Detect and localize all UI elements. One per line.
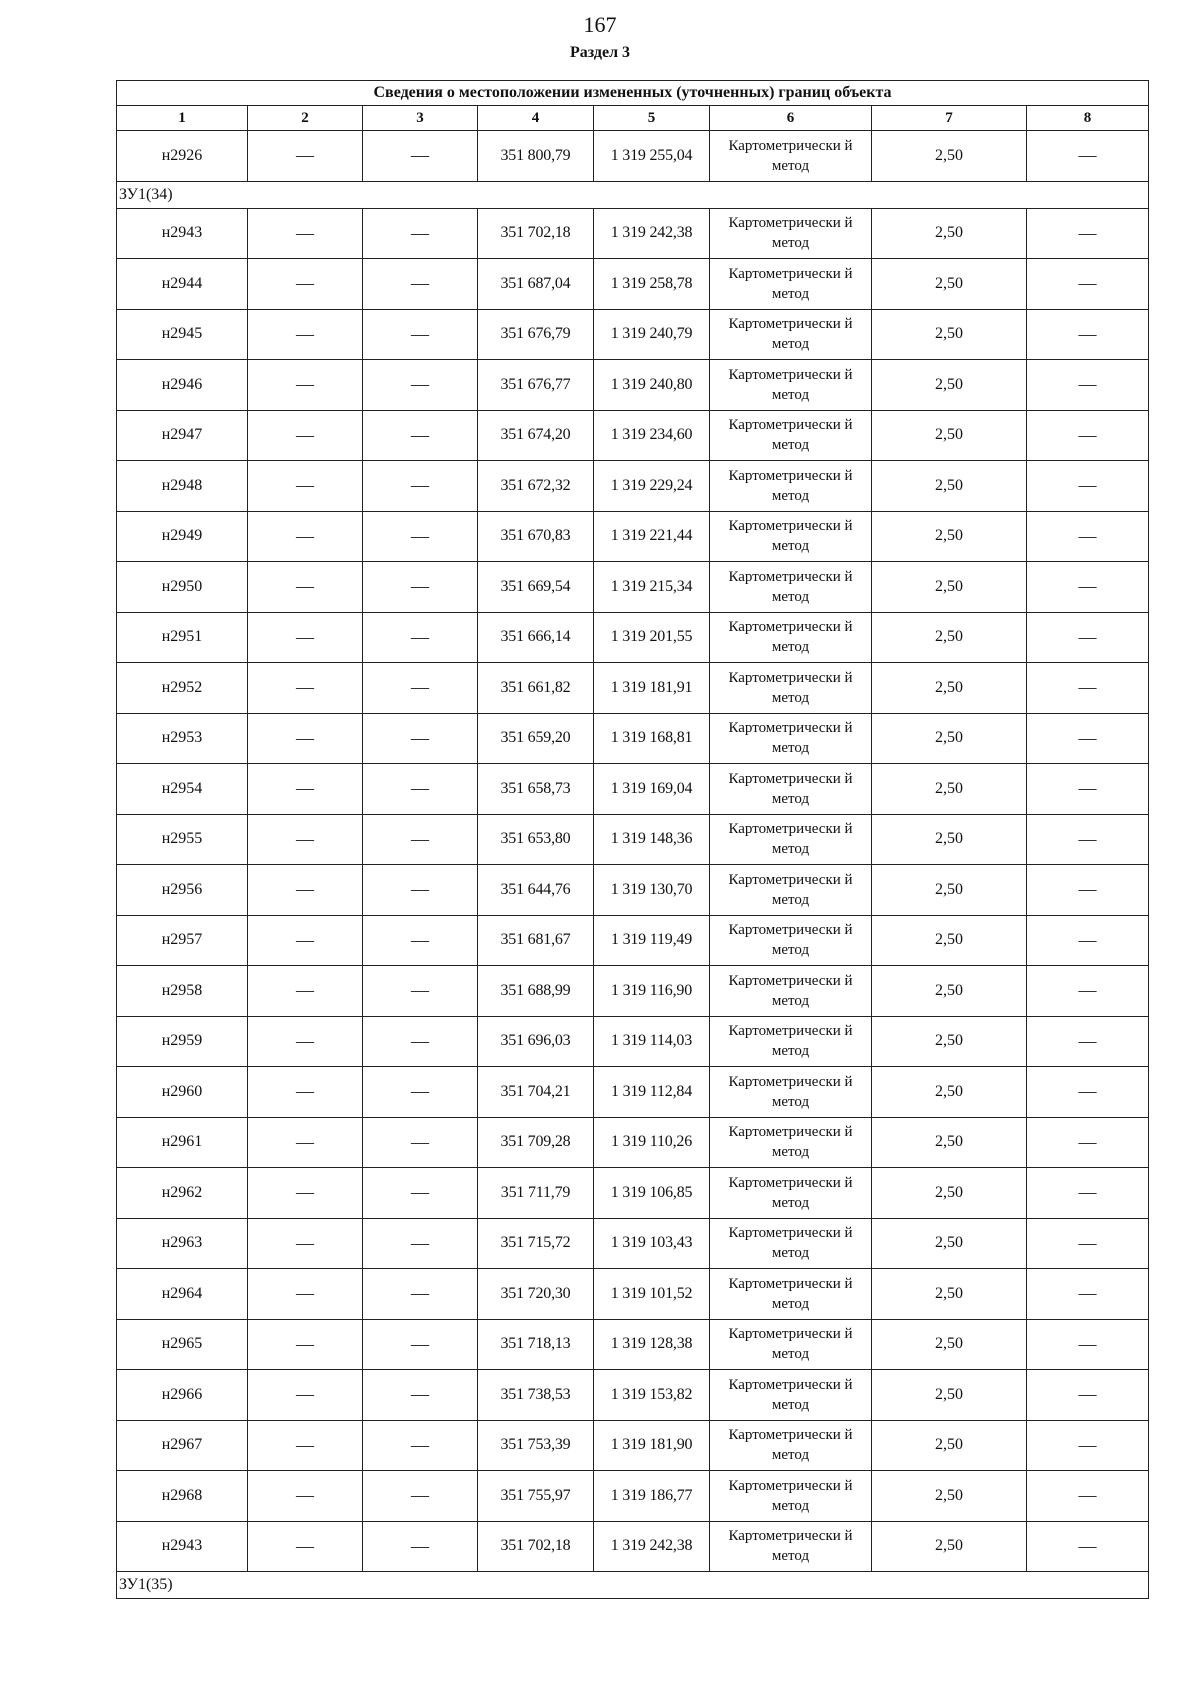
dash-cell: — xyxy=(248,1319,363,1370)
dash-cell: — xyxy=(363,1420,478,1471)
dash-cell: — xyxy=(363,1269,478,1320)
dash-cell: — xyxy=(363,562,478,613)
dash-cell: — xyxy=(1027,966,1149,1017)
method-cell: Картометрически й метод xyxy=(710,1269,872,1320)
table-row xyxy=(117,915,1149,966)
table-body xyxy=(117,131,1149,1599)
dash-cell: — xyxy=(363,663,478,714)
dash-cell: — xyxy=(363,461,478,512)
table-row xyxy=(117,1168,1149,1219)
x-coordinate-cell: 351 696,03 xyxy=(478,1016,594,1067)
x-coordinate-cell: 351 644,76 xyxy=(478,865,594,916)
x-coordinate-cell: 351 738,53 xyxy=(478,1370,594,1421)
table-row xyxy=(117,663,1149,714)
point-name-cell: н2968 xyxy=(117,1471,248,1522)
point-name-cell: н2960 xyxy=(117,1067,248,1118)
accuracy-cell: 2,50 xyxy=(872,1269,1027,1320)
accuracy-cell: 2,50 xyxy=(872,208,1027,259)
y-coordinate-cell: 1 319 169,04 xyxy=(594,764,710,815)
accuracy-cell: 2,50 xyxy=(872,131,1027,182)
column-number: 2 xyxy=(248,106,363,131)
x-coordinate-cell: 351 702,18 xyxy=(478,1521,594,1572)
dash-cell: — xyxy=(248,1168,363,1219)
accuracy-cell: 2,50 xyxy=(872,713,1027,764)
dash-cell: — xyxy=(363,713,478,764)
x-coordinate-cell: 351 688,99 xyxy=(478,966,594,1017)
dash-cell: — xyxy=(363,1168,478,1219)
group-row xyxy=(117,181,1149,208)
y-coordinate-cell: 1 319 221,44 xyxy=(594,511,710,562)
table-row xyxy=(117,966,1149,1017)
accuracy-cell: 2,50 xyxy=(872,1471,1027,1522)
column-number: 5 xyxy=(594,106,710,131)
y-coordinate-cell: 1 319 114,03 xyxy=(594,1016,710,1067)
dash-cell: — xyxy=(363,612,478,663)
y-coordinate-cell: 1 319 201,55 xyxy=(594,612,710,663)
point-name-cell: н2961 xyxy=(117,1117,248,1168)
dash-cell: — xyxy=(363,915,478,966)
method-cell: Картометрически й метод xyxy=(710,259,872,310)
point-name-cell: н2953 xyxy=(117,713,248,764)
y-coordinate-cell: 1 319 103,43 xyxy=(594,1218,710,1269)
dash-cell: — xyxy=(363,764,478,815)
dash-cell: — xyxy=(248,1370,363,1421)
accuracy-cell: 2,50 xyxy=(872,966,1027,1017)
accuracy-cell: 2,50 xyxy=(872,410,1027,461)
point-name-cell: н2962 xyxy=(117,1168,248,1219)
table-row xyxy=(117,309,1149,360)
y-coordinate-cell: 1 319 110,26 xyxy=(594,1117,710,1168)
x-coordinate-cell: 351 658,73 xyxy=(478,764,594,815)
dash-cell: — xyxy=(363,410,478,461)
dash-cell: — xyxy=(248,1117,363,1168)
dash-cell: — xyxy=(1027,1016,1149,1067)
dash-cell: — xyxy=(1027,915,1149,966)
method-cell: Картометрически й метод xyxy=(710,410,872,461)
table-row xyxy=(117,410,1149,461)
table-row xyxy=(117,131,1149,182)
dash-cell: — xyxy=(1027,1420,1149,1471)
dash-cell: — xyxy=(1027,1521,1149,1572)
dash-cell: — xyxy=(248,259,363,310)
accuracy-cell: 2,50 xyxy=(872,259,1027,310)
y-coordinate-cell: 1 319 258,78 xyxy=(594,259,710,310)
point-name-cell: н2944 xyxy=(117,259,248,310)
dash-cell: — xyxy=(248,814,363,865)
method-cell: Картометрически й метод xyxy=(710,1067,872,1118)
dash-cell: — xyxy=(248,1420,363,1471)
x-coordinate-cell: 351 681,67 xyxy=(478,915,594,966)
table-row xyxy=(117,1117,1149,1168)
y-coordinate-cell: 1 319 106,85 xyxy=(594,1168,710,1219)
column-number: 1 xyxy=(117,106,248,131)
dash-cell: — xyxy=(363,1319,478,1370)
table-row xyxy=(117,865,1149,916)
dash-cell: — xyxy=(1027,1067,1149,1118)
dash-cell: — xyxy=(248,562,363,613)
dash-cell: — xyxy=(363,208,478,259)
table-row xyxy=(117,360,1149,411)
dash-cell: — xyxy=(248,410,363,461)
dash-cell: — xyxy=(248,612,363,663)
x-coordinate-cell: 351 687,04 xyxy=(478,259,594,310)
method-cell: Картометрически й метод xyxy=(710,865,872,916)
accuracy-cell: 2,50 xyxy=(872,461,1027,512)
y-coordinate-cell: 1 319 181,90 xyxy=(594,1420,710,1471)
x-coordinate-cell: 351 709,28 xyxy=(478,1117,594,1168)
dash-cell: — xyxy=(363,1218,478,1269)
point-name-cell: н2955 xyxy=(117,814,248,865)
dash-cell: — xyxy=(248,1521,363,1572)
dash-cell: — xyxy=(1027,360,1149,411)
method-cell: Картометрически й метод xyxy=(710,1521,872,1572)
column-number: 4 xyxy=(478,106,594,131)
dash-cell: — xyxy=(1027,309,1149,360)
accuracy-cell: 2,50 xyxy=(872,360,1027,411)
dash-cell: — xyxy=(363,1117,478,1168)
dash-cell: — xyxy=(363,259,478,310)
dash-cell: — xyxy=(363,1016,478,1067)
y-coordinate-cell: 1 319 168,81 xyxy=(594,713,710,764)
table-row xyxy=(117,713,1149,764)
y-coordinate-cell: 1 319 242,38 xyxy=(594,1521,710,1572)
dash-cell: — xyxy=(248,713,363,764)
point-name-cell: н2950 xyxy=(117,562,248,613)
point-name-cell: н2947 xyxy=(117,410,248,461)
dash-cell: — xyxy=(1027,461,1149,512)
dash-cell: — xyxy=(1027,764,1149,815)
point-name-cell: н2951 xyxy=(117,612,248,663)
accuracy-cell: 2,50 xyxy=(872,764,1027,815)
accuracy-cell: 2,50 xyxy=(872,612,1027,663)
y-coordinate-cell: 1 319 181,91 xyxy=(594,663,710,714)
point-name-cell: н2967 xyxy=(117,1420,248,1471)
accuracy-cell: 2,50 xyxy=(872,1117,1027,1168)
point-name-cell: н2956 xyxy=(117,865,248,916)
dash-cell: — xyxy=(363,1521,478,1572)
method-cell: Картометрически й метод xyxy=(710,915,872,966)
y-coordinate-cell: 1 319 215,34 xyxy=(594,562,710,613)
dash-cell: — xyxy=(248,461,363,512)
accuracy-cell: 2,50 xyxy=(872,1168,1027,1219)
accuracy-cell: 2,50 xyxy=(872,1370,1027,1421)
boundary-coordinates-table xyxy=(116,80,1149,1599)
dash-cell: — xyxy=(363,1067,478,1118)
dash-cell: — xyxy=(248,915,363,966)
y-coordinate-cell: 1 319 112,84 xyxy=(594,1067,710,1118)
x-coordinate-cell: 351 676,79 xyxy=(478,309,594,360)
column-number: 6 xyxy=(710,106,872,131)
dash-cell: — xyxy=(248,865,363,916)
group-label: ЗУ1(35) xyxy=(117,1572,1149,1599)
x-coordinate-cell: 351 800,79 xyxy=(478,131,594,182)
method-cell: Картометрически й метод xyxy=(710,966,872,1017)
dash-cell: — xyxy=(248,511,363,562)
group-label: ЗУ1(34) xyxy=(117,181,1149,208)
accuracy-cell: 2,50 xyxy=(872,865,1027,916)
point-name-cell: н2963 xyxy=(117,1218,248,1269)
method-cell: Картометрически й метод xyxy=(710,1319,872,1370)
accuracy-cell: 2,50 xyxy=(872,1420,1027,1471)
x-coordinate-cell: 351 676,77 xyxy=(478,360,594,411)
accuracy-cell: 2,50 xyxy=(872,562,1027,613)
accuracy-cell: 2,50 xyxy=(872,814,1027,865)
table-row xyxy=(117,511,1149,562)
point-name-cell: н2954 xyxy=(117,764,248,815)
x-coordinate-cell: 351 653,80 xyxy=(478,814,594,865)
table-caption: Сведения о местоположении измененных (уточненных) границ объекта xyxy=(117,81,1149,106)
dash-cell: — xyxy=(363,814,478,865)
dash-cell: — xyxy=(363,360,478,411)
method-cell: Картометрически й метод xyxy=(710,131,872,182)
dash-cell: — xyxy=(363,131,478,182)
accuracy-cell: 2,50 xyxy=(872,1016,1027,1067)
point-name-cell: н2943 xyxy=(117,208,248,259)
method-cell: Картометрически й метод xyxy=(710,1471,872,1522)
point-name-cell: н2945 xyxy=(117,309,248,360)
group-row xyxy=(117,1572,1149,1599)
dash-cell: — xyxy=(1027,208,1149,259)
table-row xyxy=(117,1067,1149,1118)
dash-cell: — xyxy=(363,309,478,360)
column-number: 7 xyxy=(872,106,1027,131)
point-name-cell: н2949 xyxy=(117,511,248,562)
dash-cell: — xyxy=(1027,663,1149,714)
table-row xyxy=(117,1319,1149,1370)
table-row xyxy=(117,1269,1149,1320)
point-name-cell: н2958 xyxy=(117,966,248,1017)
method-cell: Картометрически й метод xyxy=(710,612,872,663)
x-coordinate-cell: 351 704,21 xyxy=(478,1067,594,1118)
method-cell: Картометрически й метод xyxy=(710,1218,872,1269)
x-coordinate-cell: 351 702,18 xyxy=(478,208,594,259)
dash-cell: — xyxy=(248,1016,363,1067)
x-coordinate-cell: 351 659,20 xyxy=(478,713,594,764)
x-coordinate-cell: 351 666,14 xyxy=(478,612,594,663)
dash-cell: — xyxy=(1027,259,1149,310)
dash-cell: — xyxy=(248,131,363,182)
y-coordinate-cell: 1 319 153,82 xyxy=(594,1370,710,1421)
dash-cell: — xyxy=(248,663,363,714)
y-coordinate-cell: 1 319 240,80 xyxy=(594,360,710,411)
method-cell: Картометрически й метод xyxy=(710,1420,872,1471)
accuracy-cell: 2,50 xyxy=(872,915,1027,966)
column-number: 8 xyxy=(1027,106,1149,131)
accuracy-cell: 2,50 xyxy=(872,309,1027,360)
dash-cell: — xyxy=(1027,1319,1149,1370)
table-row xyxy=(117,764,1149,815)
dash-cell: — xyxy=(1027,131,1149,182)
table-row xyxy=(117,1218,1149,1269)
dash-cell: — xyxy=(1027,612,1149,663)
x-coordinate-cell: 351 753,39 xyxy=(478,1420,594,1471)
x-coordinate-cell: 351 672,32 xyxy=(478,461,594,512)
y-coordinate-cell: 1 319 240,79 xyxy=(594,309,710,360)
dash-cell: — xyxy=(1027,713,1149,764)
dash-cell: — xyxy=(363,511,478,562)
x-coordinate-cell: 351 669,54 xyxy=(478,562,594,613)
dash-cell: — xyxy=(1027,865,1149,916)
method-cell: Картометрически й метод xyxy=(710,764,872,815)
dash-cell: — xyxy=(1027,562,1149,613)
dash-cell: — xyxy=(1027,1370,1149,1421)
method-cell: Картометрически й метод xyxy=(710,562,872,613)
dash-cell: — xyxy=(1027,1269,1149,1320)
y-coordinate-cell: 1 319 148,36 xyxy=(594,814,710,865)
y-coordinate-cell: 1 319 186,77 xyxy=(594,1471,710,1522)
column-number: 3 xyxy=(363,106,478,131)
accuracy-cell: 2,50 xyxy=(872,1521,1027,1572)
dash-cell: — xyxy=(1027,1471,1149,1522)
accuracy-cell: 2,50 xyxy=(872,511,1027,562)
y-coordinate-cell: 1 319 128,38 xyxy=(594,1319,710,1370)
dash-cell: — xyxy=(363,865,478,916)
x-coordinate-cell: 351 711,79 xyxy=(478,1168,594,1219)
x-coordinate-cell: 351 715,72 xyxy=(478,1218,594,1269)
method-cell: Картометрически й метод xyxy=(710,1370,872,1421)
section-title: Раздел 3 xyxy=(569,44,631,61)
method-cell: Картометрически й метод xyxy=(710,1168,872,1219)
method-cell: Картометрически й метод xyxy=(710,1016,872,1067)
method-cell: Картометрически й метод xyxy=(710,663,872,714)
table-row xyxy=(117,1420,1149,1471)
point-name-cell: н2943 xyxy=(117,1521,248,1572)
table-row xyxy=(117,814,1149,865)
y-coordinate-cell: 1 319 255,04 xyxy=(594,131,710,182)
dash-cell: — xyxy=(1027,814,1149,865)
table-row xyxy=(117,612,1149,663)
dash-cell: — xyxy=(248,1218,363,1269)
dash-cell: — xyxy=(248,208,363,259)
x-coordinate-cell: 351 718,13 xyxy=(478,1319,594,1370)
point-name-cell: н2957 xyxy=(117,915,248,966)
dash-cell: — xyxy=(1027,511,1149,562)
accuracy-cell: 2,50 xyxy=(872,663,1027,714)
method-cell: Картометрически й метод xyxy=(710,461,872,512)
method-cell: Картометрически й метод xyxy=(710,360,872,411)
table-row xyxy=(117,1521,1149,1572)
point-name-cell: н2959 xyxy=(117,1016,248,1067)
dash-cell: — xyxy=(248,1471,363,1522)
point-name-cell: н2964 xyxy=(117,1269,248,1320)
y-coordinate-cell: 1 319 229,24 xyxy=(594,461,710,512)
dash-cell: — xyxy=(248,1067,363,1118)
dash-cell: — xyxy=(363,1471,478,1522)
point-name-cell: н2966 xyxy=(117,1370,248,1421)
dash-cell: — xyxy=(248,360,363,411)
point-name-cell: н2965 xyxy=(117,1319,248,1370)
dash-cell: — xyxy=(248,309,363,360)
table-row xyxy=(117,1016,1149,1067)
accuracy-cell: 2,50 xyxy=(872,1067,1027,1118)
x-coordinate-cell: 351 670,83 xyxy=(478,511,594,562)
table-row xyxy=(117,208,1149,259)
y-coordinate-cell: 1 319 119,49 xyxy=(594,915,710,966)
method-cell: Картометрически й метод xyxy=(710,208,872,259)
table-row xyxy=(117,259,1149,310)
accuracy-cell: 2,50 xyxy=(872,1218,1027,1269)
dash-cell: — xyxy=(1027,1218,1149,1269)
dash-cell: — xyxy=(248,764,363,815)
dash-cell: — xyxy=(248,1269,363,1320)
y-coordinate-cell: 1 319 242,38 xyxy=(594,208,710,259)
x-coordinate-cell: 351 720,30 xyxy=(478,1269,594,1320)
dash-cell: — xyxy=(363,1370,478,1421)
y-coordinate-cell: 1 319 116,90 xyxy=(594,966,710,1017)
y-coordinate-cell: 1 319 130,70 xyxy=(594,865,710,916)
dash-cell: — xyxy=(1027,410,1149,461)
point-name-cell: н2952 xyxy=(117,663,248,714)
accuracy-cell: 2,50 xyxy=(872,1319,1027,1370)
point-name-cell: н2926 xyxy=(117,131,248,182)
y-coordinate-cell: 1 319 101,52 xyxy=(594,1269,710,1320)
method-cell: Картометрически й метод xyxy=(710,1117,872,1168)
y-coordinate-cell: 1 319 234,60 xyxy=(594,410,710,461)
table-row xyxy=(117,562,1149,613)
page-number: 167 xyxy=(583,12,617,37)
dash-cell: — xyxy=(363,966,478,1017)
method-cell: Картометрически й метод xyxy=(710,309,872,360)
point-name-cell: н2948 xyxy=(117,461,248,512)
method-cell: Картометрически й метод xyxy=(710,713,872,764)
x-coordinate-cell: 351 661,82 xyxy=(478,663,594,714)
dash-cell: — xyxy=(1027,1168,1149,1219)
x-coordinate-cell: 351 674,20 xyxy=(478,410,594,461)
table-row xyxy=(117,1471,1149,1522)
x-coordinate-cell: 351 755,97 xyxy=(478,1471,594,1522)
table-row xyxy=(117,461,1149,512)
method-cell: Картометрически й метод xyxy=(710,814,872,865)
point-name-cell: н2946 xyxy=(117,360,248,411)
table-row xyxy=(117,1370,1149,1421)
dash-cell: — xyxy=(1027,1117,1149,1168)
dash-cell: — xyxy=(248,966,363,1017)
method-cell: Картометрически й метод xyxy=(710,511,872,562)
